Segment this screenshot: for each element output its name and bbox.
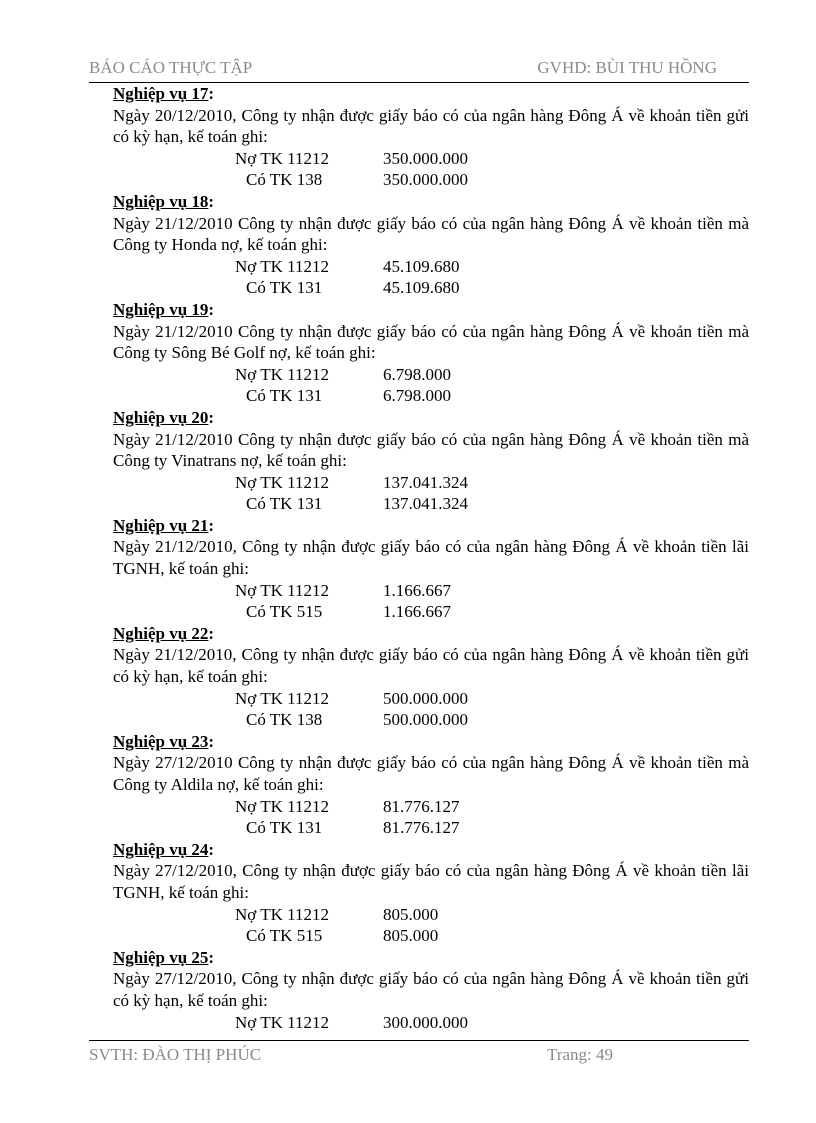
entry-title-text: Nghiệp vụ 24	[113, 839, 209, 859]
account-label: Có TK 131	[246, 494, 323, 514]
account-label: Nợ TK 11212	[235, 472, 329, 492]
student-name: SVTH: ĐÀO THỊ PHÚC	[89, 1045, 262, 1064]
supervisor-name: GVHD: BÙI THU HỒNG	[537, 58, 717, 77]
journal-line	[113, 148, 749, 170]
amount-value: 45.109.680	[383, 256, 460, 276]
entry-title-colon: :	[208, 947, 215, 967]
entry-title	[113, 623, 749, 645]
amount-value: 805.000	[383, 926, 439, 946]
account-label: Nợ TK 11212	[235, 796, 329, 816]
transaction-entry	[113, 407, 749, 515]
amount-value: 6.798.000	[383, 386, 451, 406]
journal-line	[113, 709, 749, 731]
journal-line	[113, 364, 749, 386]
transaction-entry	[113, 839, 749, 947]
amount-value: 350.000.000	[383, 170, 468, 190]
transaction-entry	[113, 191, 749, 299]
entry-description: Ngày 27/12/2010 Công ty nhận được giấy báo có của ngân hàng Đông Á về khoản tiền mà Công ty Aldila nợ, kế toán ghi:	[113, 753, 749, 794]
journal-lines	[113, 256, 749, 299]
journal-line	[113, 925, 749, 947]
journal-line	[113, 688, 749, 710]
entry-title-colon: :	[208, 299, 215, 319]
entry-title	[113, 731, 749, 753]
amount-value: 1.166.667	[383, 602, 451, 622]
entry-title-text: Nghiệp vụ 19	[113, 299, 209, 319]
account-label: Nợ TK 11212	[235, 364, 329, 384]
amount-value: 350.000.000	[383, 148, 468, 168]
transaction-entry	[113, 299, 749, 407]
entry-title	[113, 407, 749, 429]
journal-line	[113, 493, 749, 515]
entry-title-colon: :	[208, 407, 215, 427]
account-label: Nợ TK 11212	[235, 580, 329, 600]
entry-title-text: Nghiệp vụ 17	[113, 84, 209, 103]
entry-description: Ngày 21/12/2010, Công ty nhận được giấy báo có của ngân hàng Đông Á về khoản tiền gửi có kỳ hạn, kế toán ghi:	[113, 645, 749, 687]
entry-title-text: Nghiệp vụ 22	[113, 623, 209, 643]
amount-value: 300.000.000	[383, 1012, 468, 1032]
entry-title-colon: :	[208, 839, 215, 859]
entry-description: Ngày 21/12/2010 Công ty nhận được giấy báo có của ngân hàng Đông Á về khoản tiền mà Công ty Honda nợ, kế toán ghi:	[113, 213, 749, 255]
amount-value: 81.776.127	[383, 818, 460, 838]
journal-lines	[113, 904, 749, 947]
journal-line	[113, 256, 749, 278]
account-label: Nợ TK 11212	[235, 148, 329, 168]
entry-description: Ngày 21/12/2010 Công ty nhận được giấy báo có của ngân hàng Đông Á về khoản tiền mà Công ty Sông Bé Golf nợ, kế toán ghi:	[113, 321, 749, 363]
page-content	[113, 83, 749, 1033]
account-label: Có TK 138	[246, 170, 323, 190]
amount-value: 6.798.000	[383, 364, 451, 384]
entry-description: Ngày 27/12/2010, Công ty nhận được giấy báo có của ngân hàng Đông Á về khoản tiền lãi TGNH, kế toán ghi:	[113, 861, 749, 902]
entry-title-colon: :	[208, 731, 215, 751]
entry-title	[113, 839, 749, 861]
amount-value: 500.000.000	[383, 710, 468, 730]
entry-title-colon: :	[208, 191, 215, 211]
entry-title	[113, 947, 749, 969]
entry-title-colon: :	[208, 84, 215, 103]
entry-title-colon: :	[208, 515, 215, 535]
entry-title-text: Nghiệp vụ 23	[113, 731, 209, 751]
transaction-entry	[113, 731, 749, 839]
journal-line	[113, 1012, 749, 1034]
journal-line	[113, 169, 749, 191]
journal-line	[113, 277, 749, 299]
entry-title-text: Nghiệp vụ 25	[113, 947, 209, 967]
entry-description: Ngày 27/12/2010, Công ty nhận được giấy báo có của ngân hàng Đông Á về khoản tiền gửi có kỳ hạn, kế toán ghi:	[113, 969, 749, 1010]
account-label: Có TK 131	[246, 818, 323, 838]
entry-title-colon: :	[208, 623, 215, 643]
entry-title-text: Nghiệp vụ 18	[113, 191, 209, 211]
account-label: Nợ TK 11212	[235, 688, 329, 708]
entry-title	[113, 83, 749, 105]
entry-title	[113, 299, 749, 321]
account-label: Nợ TK 11212	[235, 904, 329, 924]
journal-lines	[113, 148, 749, 191]
page-header	[89, 56, 749, 83]
transaction-entry	[113, 947, 749, 1033]
amount-value: 45.109.680	[383, 278, 460, 298]
journal-line	[113, 601, 749, 623]
journal-lines	[113, 1012, 749, 1034]
journal-line	[113, 817, 749, 839]
amount-value: 805.000	[383, 904, 439, 924]
journal-lines	[113, 472, 749, 515]
account-label: Có TK 515	[246, 926, 323, 946]
journal-lines	[113, 364, 749, 407]
journal-line	[113, 472, 749, 494]
account-label: Nợ TK 11212	[235, 256, 329, 276]
entry-title	[113, 191, 749, 213]
entry-title-text: Nghiệp vụ 21	[113, 515, 209, 535]
amount-value: 81.776.127	[383, 796, 460, 816]
entry-title	[113, 515, 749, 537]
account-label: Có TK 138	[246, 710, 323, 730]
journal-lines	[113, 688, 749, 731]
amount-value: 137.041.324	[383, 472, 468, 492]
entry-description: Ngày 21/12/2010 Công ty nhận được giấy báo có của ngân hàng Đông Á về khoản tiền mà Công ty Vinatrans nợ, kế toán ghi:	[113, 429, 749, 471]
transaction-entry	[113, 515, 749, 623]
journal-lines	[113, 580, 749, 623]
journal-line	[113, 385, 749, 407]
page-number: Trang: 49	[547, 1045, 613, 1064]
journal-line	[113, 796, 749, 818]
account-label: Có TK 515	[246, 602, 323, 622]
transaction-entry	[113, 623, 749, 731]
account-label: Có TK 131	[246, 278, 323, 298]
amount-value: 1.166.667	[383, 580, 451, 600]
amount-value: 500.000.000	[383, 688, 468, 708]
account-label: Có TK 131	[246, 386, 323, 406]
page-footer	[89, 1040, 749, 1064]
journal-line	[113, 904, 749, 926]
report-title: BÁO CÁO THỰC TẬP	[89, 58, 253, 77]
account-label: Nợ TK 11212	[235, 1012, 329, 1032]
entry-title-text: Nghiệp vụ 20	[113, 407, 209, 427]
amount-value: 137.041.324	[383, 494, 468, 514]
journal-lines	[113, 796, 749, 839]
transaction-entry	[113, 83, 749, 191]
entry-description: Ngày 20/12/2010, Công ty nhận được giấy báo có của ngân hàng Đông Á về khoản tiền gửi có kỳ hạn, kế toán ghi:	[113, 105, 749, 147]
entry-description: Ngày 21/12/2010, Công ty nhận được giấy báo có của ngân hàng Đông Á về khoản tiền lãi TGNH, kế toán ghi:	[113, 537, 749, 579]
journal-line	[113, 580, 749, 602]
